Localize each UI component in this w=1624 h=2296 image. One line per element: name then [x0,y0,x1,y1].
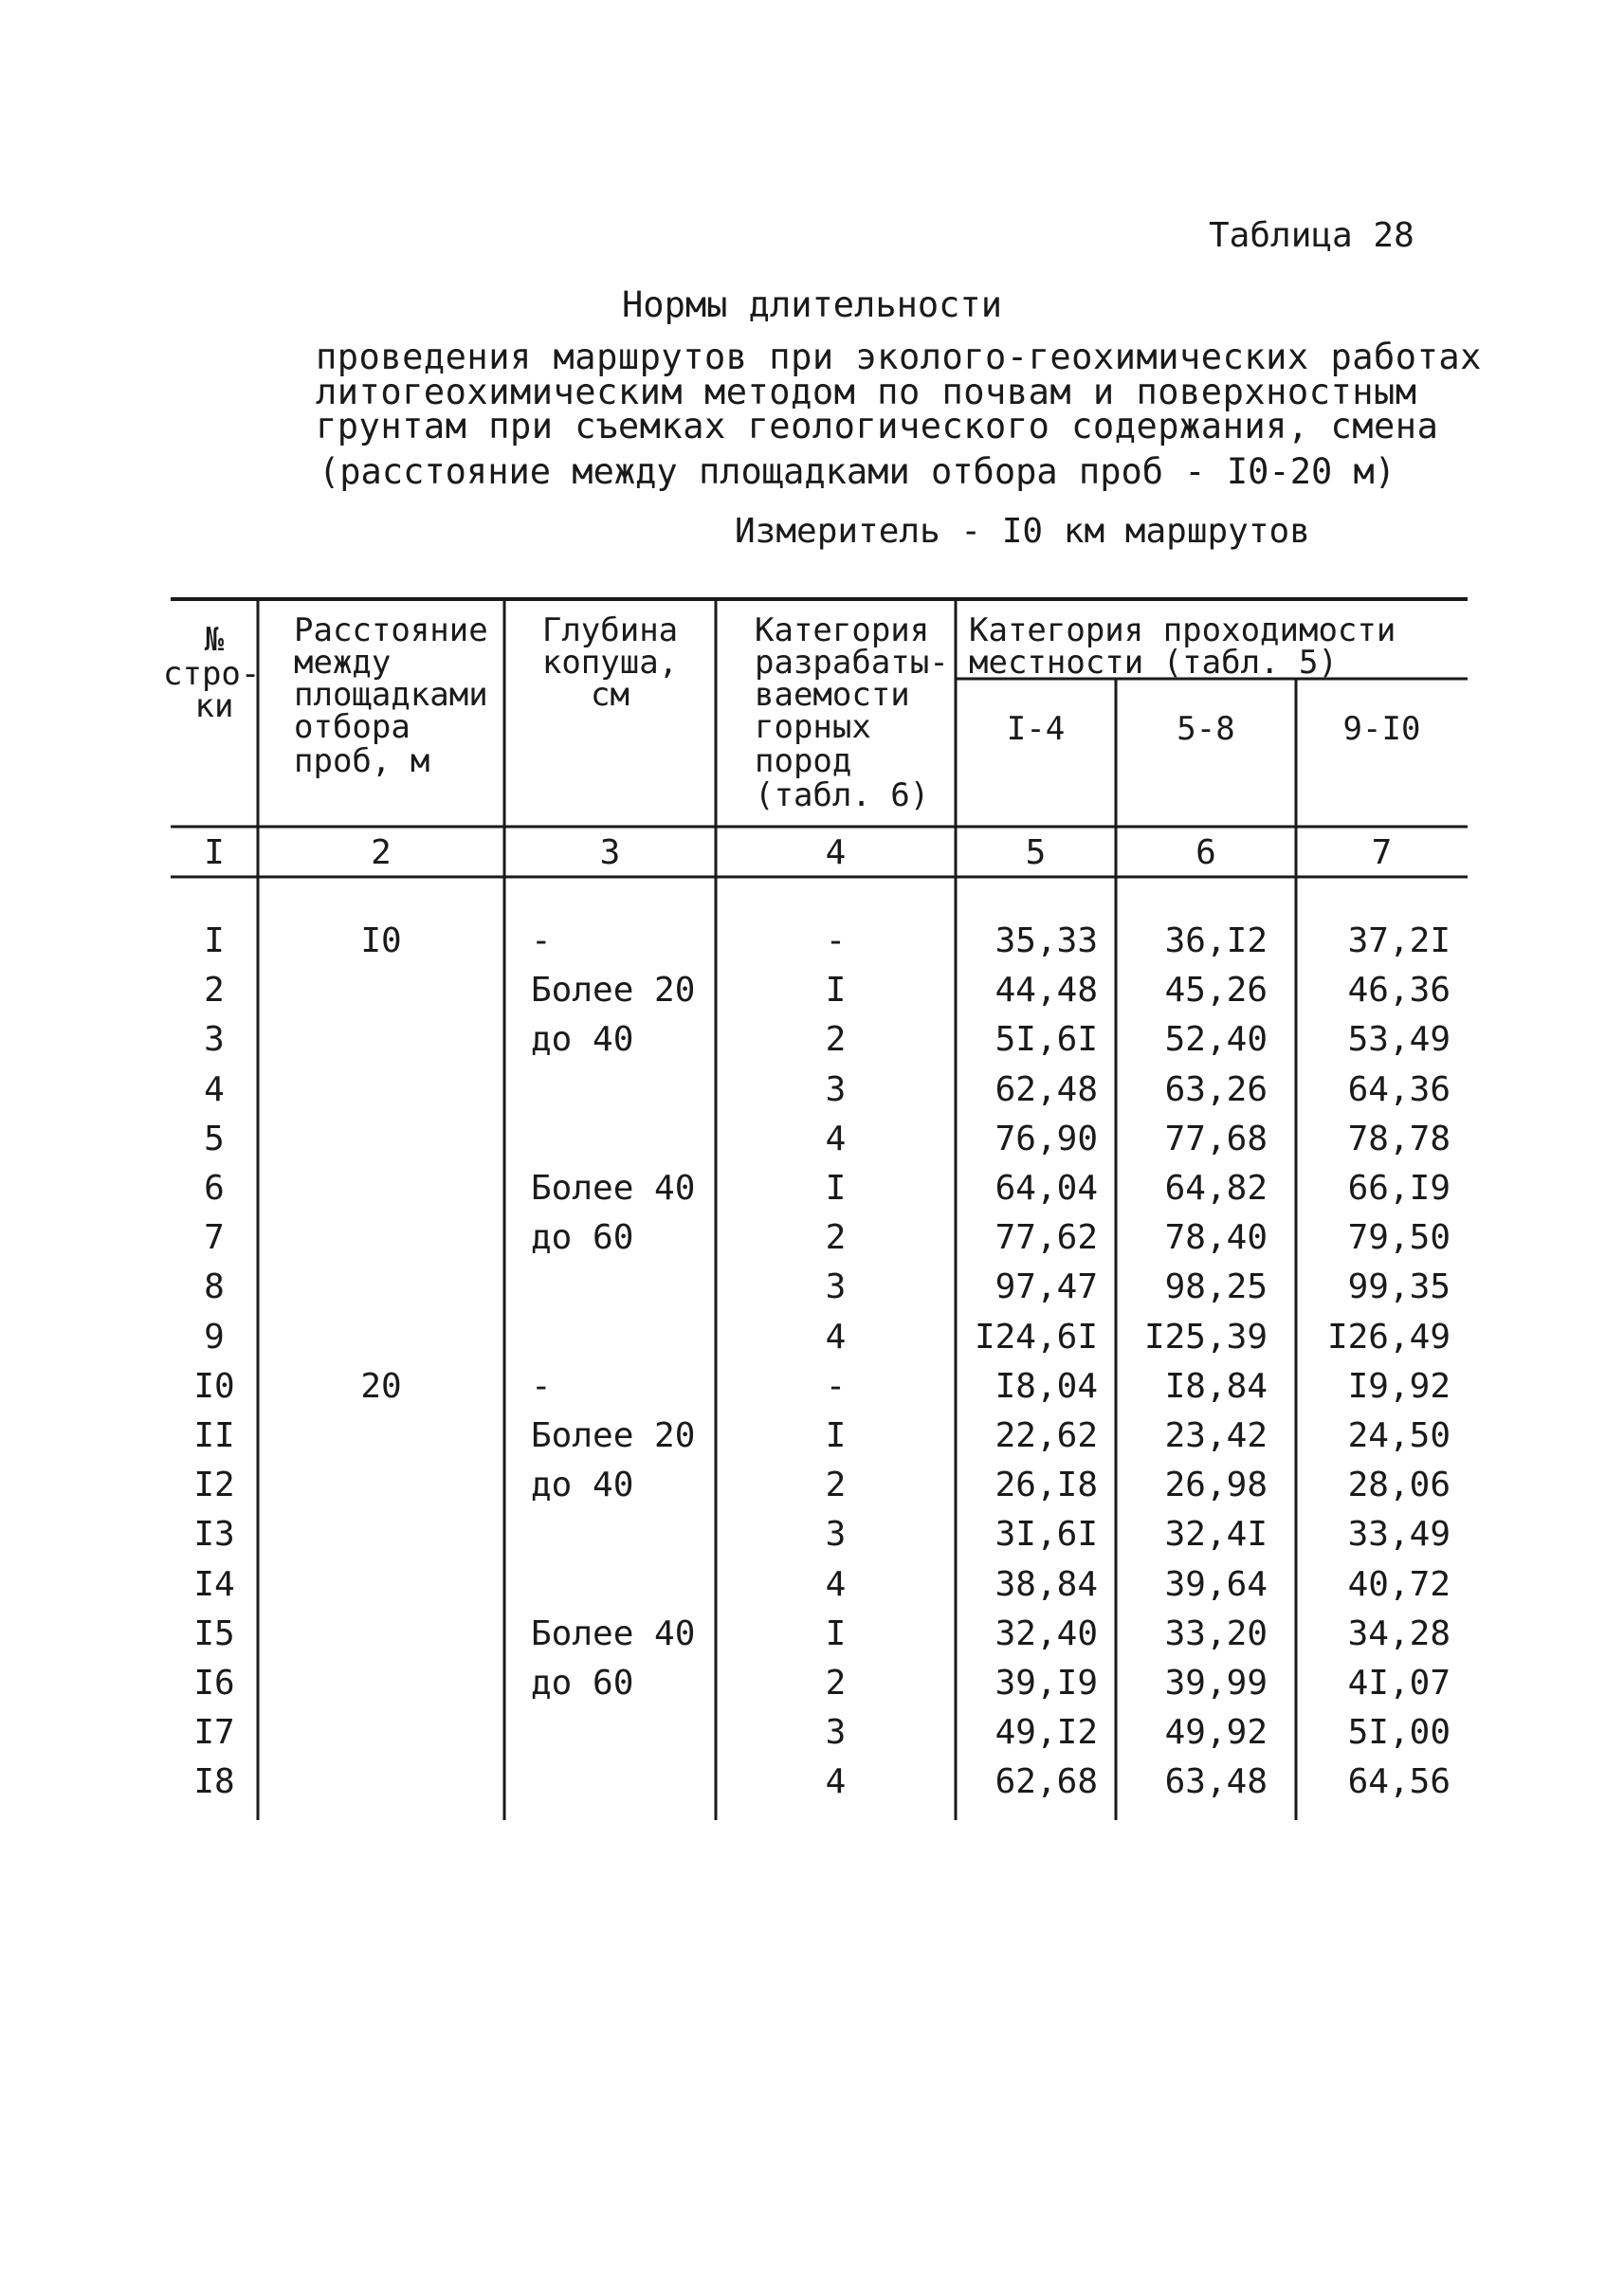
norm-passability-5-8: 63,48 [1164,1762,1268,1801]
norm-passability-9-10: 5I,00 [1347,1713,1451,1752]
column-number-5: 5 [1025,833,1047,872]
norm-passability-9-10: 4I,07 [1347,1664,1451,1703]
category-cell: 4 [825,1565,847,1604]
norm-passability-1-4: 76,90 [994,1120,1098,1158]
column-number-6: 6 [1195,833,1216,872]
column-number-2: 2 [371,833,392,872]
category-cell: I [825,1416,847,1455]
norm-passability-5-8: 52,40 [1164,1020,1268,1059]
row-number: 6 [204,1169,225,1208]
norm-passability-5-8: 32,4I [1164,1515,1268,1554]
norm-passability-1-4: 22,62 [994,1416,1098,1455]
norm-passability-9-10: 78,78 [1347,1120,1451,1158]
depth-cell: Более 40 [531,1169,696,1208]
row-number: 7 [204,1218,225,1257]
depth-cell: Более 20 [531,971,696,1010]
distance-cell: I0 [360,921,402,960]
header-passability-1-4: I-4 [1006,710,1066,748]
norm-passability-9-10: 99,35 [1347,1267,1451,1306]
norm-passability-9-10: 37,2I [1347,921,1451,960]
row-number: I7 [193,1713,235,1752]
depth-cell: Более 40 [531,1614,696,1653]
category-cell: I [825,1614,847,1653]
column-number-4: 4 [825,833,847,872]
category-cell: 2 [825,1466,847,1504]
header-category-1: Категория [755,611,930,649]
subtitle-line-1: проведения маршрутов при эколого-геохимических работах [316,337,1482,377]
header-category-6: (табл. 6) [755,776,930,814]
category-cell: 2 [825,1020,847,1059]
category-cell: 3 [825,1515,847,1554]
row-number: 9 [204,1318,225,1357]
norm-passability-1-4: 97,47 [994,1267,1098,1306]
norm-passability-9-10: 46,36 [1347,971,1451,1010]
norm-passability-9-10: 53,49 [1347,1020,1451,1059]
depth-cell: - [531,1367,552,1406]
header-distance-2: между [294,644,392,682]
distance-cell: 20 [360,1367,402,1406]
norm-passability-9-10: 66,I9 [1347,1169,1451,1208]
norm-passability-1-4: 44,48 [994,971,1098,1010]
norm-passability-5-8: 77,68 [1164,1120,1268,1158]
norm-passability-5-8: 78,40 [1164,1218,1268,1257]
category-cell: 2 [825,1218,847,1257]
row-number: 2 [204,971,225,1010]
column-number-3: 3 [599,833,621,872]
category-cell: 3 [825,1267,847,1306]
subtitle-line-3: грунтам при съемках геологического содержания, смена [316,406,1439,446]
norm-passability-5-8: I8,84 [1164,1367,1268,1406]
norm-passability-1-4: 5I,6I [994,1020,1098,1059]
row-number: I5 [193,1614,235,1653]
category-cell: I [825,1169,847,1208]
row-number: 3 [204,1020,225,1059]
header-category-2: разрабаты- [755,644,949,682]
norm-passability-5-8: 39,99 [1164,1664,1268,1703]
category-cell: 4 [825,1762,847,1801]
column-number-7: 7 [1371,833,1393,872]
row-number: I2 [193,1466,235,1504]
norm-passability-1-4: I24,6I [974,1318,1098,1357]
norm-passability-9-10: I9,92 [1347,1367,1451,1406]
norm-passability-5-8: 23,42 [1164,1416,1268,1455]
row-number: I0 [193,1367,235,1406]
header-row-number-3: ки [194,687,234,725]
unit-of-measure: Измеритель - I0 км маршрутов [735,512,1310,551]
subtitle-line-4: (расстояние между площадками отбора проб - I0-20 м) [319,451,1396,492]
header-distance-5: проб, м [294,742,430,780]
norm-passability-9-10: 34,28 [1347,1614,1451,1653]
category-cell: - [825,921,847,960]
header-row-number-2: стро- [163,655,261,693]
header-distance-3: площадками [294,676,488,714]
subtitle-line-2: литогеохимическим методом по почвам и поверхностным [316,372,1417,412]
row-number: I8 [193,1762,235,1801]
norm-passability-1-4: 26,I8 [994,1466,1098,1504]
header-depth-3: см [591,676,630,714]
depth-cell: до 60 [531,1218,634,1257]
norm-passability-5-8: 63,26 [1164,1070,1268,1109]
header-depth-2: копуша, [541,644,679,682]
category-cell: 3 [825,1713,847,1752]
row-number: 8 [204,1267,225,1306]
header-distance-1: Расстояние [294,611,488,649]
row-number: I3 [193,1515,235,1554]
header-row-number-1: № [204,621,225,659]
header-category-5: пород [755,742,852,780]
norm-passability-1-4: 3I,6I [994,1515,1098,1554]
norm-passability-9-10: 24,50 [1347,1416,1451,1455]
norm-passability-1-4: 32,40 [994,1614,1098,1653]
norm-passability-5-8: 64,82 [1164,1169,1268,1208]
category-cell: 4 [825,1318,847,1357]
norm-passability-1-4: 49,I2 [994,1713,1098,1752]
norm-passability-1-4: I8,04 [994,1367,1098,1406]
norm-passability-1-4: 35,33 [994,921,1098,960]
row-number: II [193,1416,235,1455]
category-cell: 4 [825,1120,847,1158]
norm-passability-1-4: 64,04 [994,1169,1098,1208]
header-passability-group-2: местности (табл. 5) [969,644,1338,682]
norm-passability-9-10: 33,49 [1347,1515,1451,1554]
category-cell: - [825,1367,847,1406]
norm-passability-5-8: 39,64 [1164,1565,1268,1604]
depth-cell: Более 20 [531,1416,696,1455]
header-passability-group-1: Категория проходимости [969,611,1396,649]
norm-passability-9-10: 64,56 [1347,1762,1451,1801]
header-category-4: горных [755,708,871,746]
norm-passability-5-8: 33,20 [1164,1614,1268,1653]
header-passability-5-8: 5-8 [1177,710,1235,748]
row-number: 5 [204,1120,225,1158]
row-number: I4 [193,1565,235,1604]
header-distance-4: отбора [294,708,411,746]
norm-passability-5-8: 98,25 [1164,1267,1268,1306]
norm-passability-1-4: 77,62 [994,1218,1098,1257]
norm-passability-5-8: 49,92 [1164,1713,1268,1752]
norm-passability-9-10: 79,50 [1347,1218,1451,1257]
row-number: 4 [204,1070,225,1109]
header-passability-9-10: 9-I0 [1342,710,1421,748]
header-depth-1: Глубина [541,611,679,649]
norm-passability-1-4: 38,84 [994,1565,1098,1604]
norm-passability-9-10: 40,72 [1347,1565,1451,1604]
depth-cell: до 40 [531,1466,634,1504]
norm-passability-5-8: 26,98 [1164,1466,1268,1504]
norm-passability-1-4: 62,68 [994,1762,1098,1801]
row-number: I6 [193,1664,235,1703]
category-cell: I [825,971,847,1010]
category-cell: 3 [825,1070,847,1109]
document-title: Нормы длительности [622,284,1002,325]
norm-passability-9-10: 64,36 [1347,1070,1451,1109]
category-cell: 2 [825,1664,847,1703]
depth-cell: - [531,921,552,960]
table-number-label: Таблица 28 [1209,216,1414,255]
norm-passability-5-8: I25,39 [1143,1318,1268,1357]
norm-passability-1-4: 39,I9 [994,1664,1098,1703]
norm-passability-1-4: 62,48 [994,1070,1098,1109]
norm-passability-5-8: 36,I2 [1164,921,1268,960]
norm-passability-5-8: 45,26 [1164,971,1268,1010]
column-number-1: I [204,833,225,872]
header-category-3: ваемости [755,676,910,714]
row-number: I [204,921,225,960]
depth-cell: до 40 [531,1020,634,1059]
norm-passability-9-10: I26,49 [1326,1318,1451,1357]
depth-cell: до 60 [531,1664,634,1703]
norm-passability-9-10: 28,06 [1347,1466,1451,1504]
